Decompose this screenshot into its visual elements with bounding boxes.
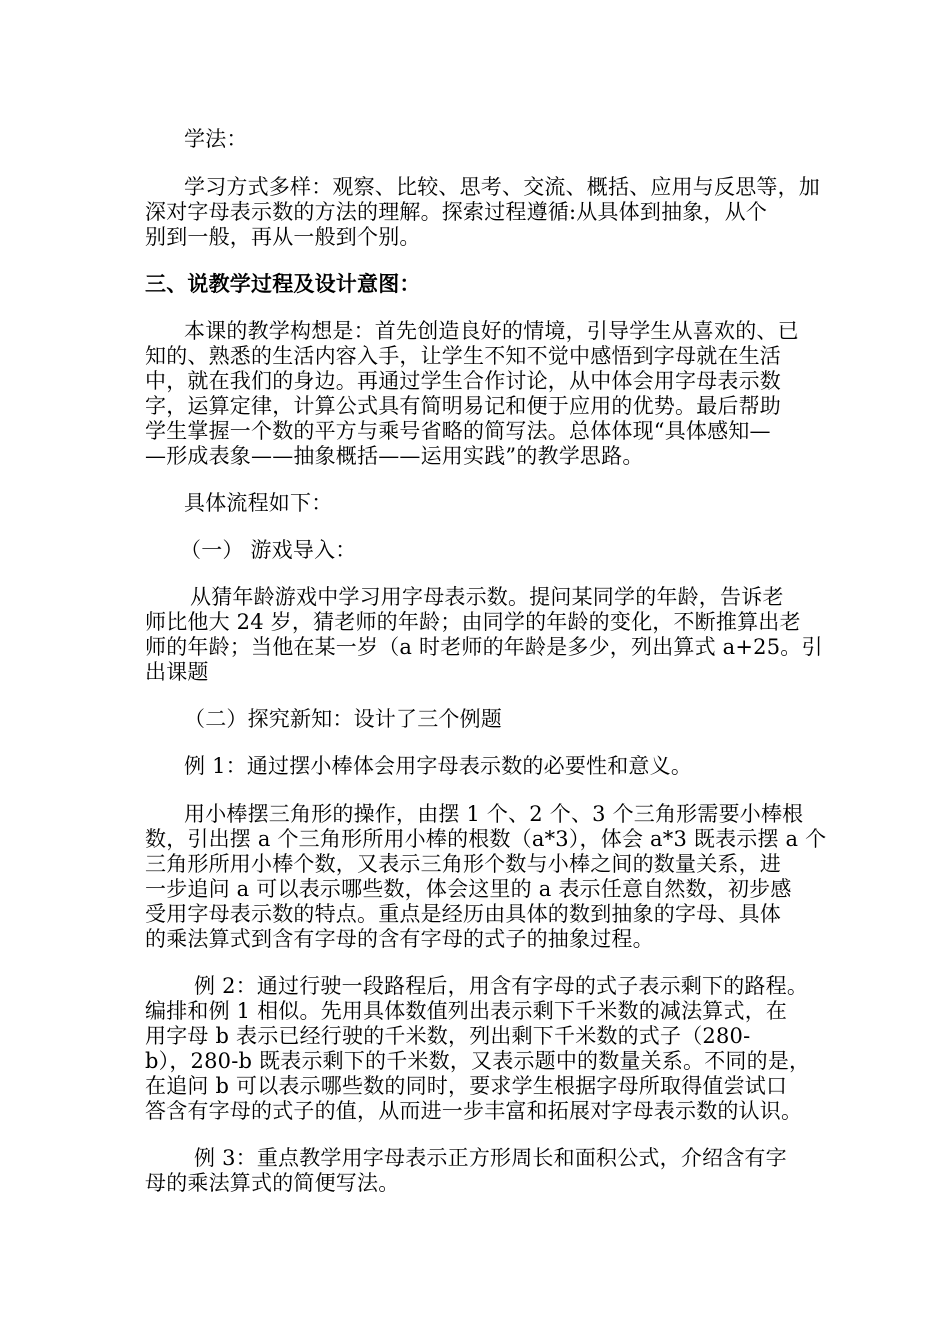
xuefa-line-2: 深对字母表示数的方法的理解。探索过程遵循:从具体到抽象，从个 (145, 200, 768, 224)
example-2-line-2: 编排和例 1 相似。先用具体数值列出表示剩下千米数的减法算式，在 (145, 999, 788, 1023)
example-1-line-1: 用小棒摆三角形的操作，由摆 1 个、2 个、3 个三角形需要小棒根 (184, 802, 804, 826)
xuefa-line-1: 学习方式多样：观察、比较、思考、交流、概括、应用与反思等，加 (184, 175, 820, 199)
flow-intro: 具体流程如下： (184, 491, 333, 515)
example-3-line-2: 母的乘法算式的简便写法。 (145, 1171, 400, 1195)
example-1-line-4: 一步追问 a 可以表示哪些数，体会这里的 a 表示任意自然数，初步感 (145, 877, 792, 901)
example-2-line-4: b），280-b 既表示剩下的千米数，又表示题中的数量关系。不同的是， (145, 1049, 811, 1073)
xuefa-heading: 学法： (184, 127, 248, 151)
example-1-line-5: 受用字母表示数的特点。重点是经历由具体的数到抽象的字母、具体 (145, 902, 781, 926)
example-2-line-5: 在追问 b 可以表示哪些数的同时，要求学生根据字母所取得值尝试口 (145, 1074, 788, 1098)
example-1-line-6: 的乘法算式到含有字母的含有字母的式子的抽象过程。 (145, 927, 654, 951)
step-1-line-4: 出课题 (145, 660, 209, 684)
example-2-line-6: 答含有字母的式子的值，从而进一步丰富和拓展对字母表示数的认识。 (145, 1099, 803, 1123)
concept-line-6: —形成表象——抽象概括——运用实践”的教学思路。 (145, 444, 644, 468)
step-1-line-1: 从猜年龄游戏中学习用字母表示数。提问某同学的年龄，告诉老 (190, 585, 784, 609)
concept-line-5: 学生掌握一个数的平方与乘号省略的简写法。总体体现“具体感知— (145, 419, 771, 443)
example-1-heading: 例 1：通过摆小棒体会用字母表示数的必要性和意义。 (184, 754, 693, 778)
step-1-line-2: 师比他大 24 岁，猜老师的年龄；由同学的年龄的变化，不断推算出老 (145, 610, 801, 634)
example-2-line-1: 例 2：通过行驶一段路程后，用含有字母的式子表示剩下的路程。 (194, 974, 809, 998)
example-2-line-3: 用字母 b 表示已经行驶的千米数，列出剩下千米数的式子（280- (145, 1024, 751, 1048)
concept-line-1: 本课的教学构想是：首先创造良好的情境，引导学生从喜欢的、已 (184, 319, 799, 343)
concept-line-3: 中，就在我们的身边。再通过学生合作讨论，从中体会用字母表示数 (145, 369, 781, 393)
xuefa-line-3: 别到一般，再从一般到个别。 (145, 225, 421, 249)
step-2-heading: （二）探究新知：设计了三个例题 (184, 707, 502, 731)
concept-line-2: 知的、熟悉的生活内容入手，让学生不知不觉中感悟到字母就在生活 (145, 344, 781, 368)
example-3-line-1: 例 3：重点教学用字母表示正方形周长和面积公式，介绍含有字 (194, 1146, 787, 1170)
section-3-heading: 三、说教学过程及设计意图： (145, 272, 421, 296)
example-1-line-3: 三角形所用小棒个数，又表示三角形个数与小棒之间的数量关系，进 (145, 852, 781, 876)
concept-line-4: 字，运算定律，计算公式具有简明易记和便于应用的优势。最后帮助 (145, 394, 781, 418)
step-1-heading: （一） 游戏导入： (180, 538, 357, 562)
step-1-line-3: 师的年龄；当他在某一岁（a 时老师的年龄是多少，列出算式 a+25。引 (145, 635, 823, 659)
example-1-line-2: 数，引出摆 a 个三角形所用小棒的根数（a*3），体会 a*3 既表示摆 a 个 (145, 827, 827, 851)
